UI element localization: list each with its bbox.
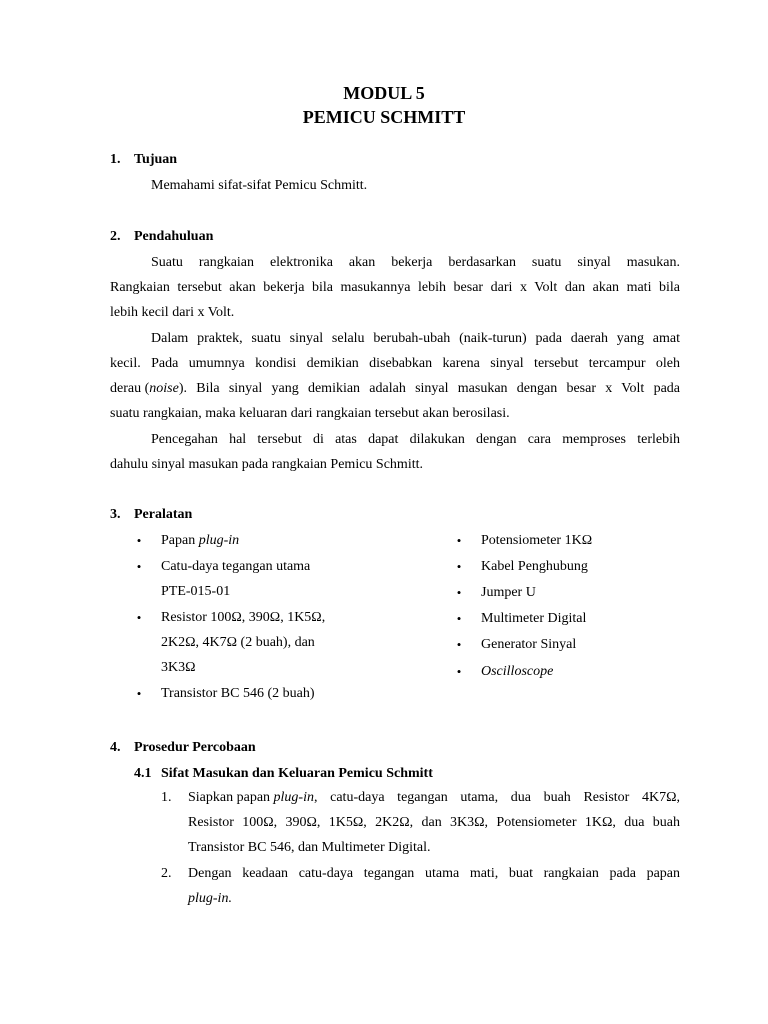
- equipment-item-potentiometer: Potensiometer 1KΩ: [481, 533, 593, 548]
- step-1-line-1-rest: , catu-daya tegangan utama, dua buah Resistor 4K7Ω,: [313, 790, 680, 805]
- step-1-line-1: [188, 790, 680, 806]
- module-title: MODUL 5: [343, 83, 425, 103]
- equipment-item-plug-in-board: Papan plug-in: [161, 533, 240, 548]
- subsection-4-1-heading: Sifat Masukan dan Keluaran Pemicu Schmitt: [161, 766, 433, 781]
- bullet-icon: •: [136, 610, 142, 625]
- bullet-icon: •: [136, 686, 142, 701]
- bullet-icon: •: [136, 559, 142, 574]
- step-1-line-1-start: Siapkan papan plug-in: [188, 790, 314, 805]
- paragraph-3-line-1: Pencegahan hal tersebut di atas dapat dilakukan dengan cara memproses terlebih: [151, 432, 680, 447]
- equipment-item-power-supply-model: PTE-015-01: [161, 584, 231, 599]
- section-1-text: Memahami sifat-sifat Pemicu Schmitt.: [151, 178, 368, 193]
- step-1-number: 1.: [161, 790, 172, 805]
- paragraph-2-line-3-start: derau (noise: [110, 381, 179, 396]
- plug-in-term: plug-in: [273, 790, 314, 805]
- bullet-icon: •: [456, 637, 462, 652]
- section-2-heading: Pendahuluan: [134, 229, 214, 244]
- module-subtitle: PEMICU SCHMITT: [302, 107, 466, 127]
- section-4-heading: Prosedur Percobaan: [134, 740, 256, 755]
- step-2-line-2: plug-in.: [188, 891, 232, 906]
- bullet-icon: •: [456, 559, 462, 574]
- equipment-item-oscilloscope: Oscilloscope: [481, 664, 554, 679]
- bullet-icon: •: [456, 533, 462, 548]
- section-1-heading: Tujuan: [134, 152, 178, 167]
- equipment-item-cable: Kabel Penghubung: [481, 559, 588, 574]
- paragraph-1-line-1: Suatu rangkaian elektronika akan bekerja berdasarkan suatu sinyal masukan.: [151, 255, 680, 270]
- equipment-item-power-supply: Catu-daya tegangan utama: [161, 559, 311, 574]
- paragraph-1-line-3: lebih kecil dari x Volt.: [110, 305, 235, 320]
- paragraph-2-line-3-rest: ). Bila sinyal yang demikian adalah sinyal masukan dengan besar x Volt pada: [178, 381, 680, 396]
- paragraph-2-line-4: suatu rangkaian, maka keluaran dari rangkaian tersebut akan berosilasi.: [110, 406, 510, 421]
- step-2-number: 2.: [161, 866, 172, 881]
- paragraph-3-line-2: dahulu sinyal masukan pada rangkaian Pemicu Schmitt.: [110, 457, 423, 472]
- step-1-line-2: Resistor 100Ω, 390Ω, 1K5Ω, 2K2Ω, dan 3K3Ω, Potensiometer 1KΩ, dua buah: [188, 815, 680, 830]
- equipment-item-transistor: Transistor BC 546 (2 buah): [161, 686, 315, 701]
- bullet-icon: •: [456, 611, 462, 626]
- equipment-item-resistors-line-2: 2K2Ω, 4K7Ω (2 buah), dan: [161, 635, 315, 650]
- paragraph-2-line-2: kecil. Pada umumnya kondisi demikian disebabkan karena sinyal tersebut tercampur oleh: [110, 356, 680, 371]
- section-2-number: 2.: [110, 229, 121, 244]
- equipment-item-resistors: Resistor 100Ω, 390Ω, 1K5Ω,: [161, 610, 326, 625]
- section-3-heading: Peralatan: [134, 507, 193, 522]
- step-2-line-1: Dengan keadaan catu-daya tegangan utama mati, buat rangkaian pada papan: [188, 866, 680, 881]
- section-3-number: 3.: [110, 507, 121, 522]
- bullet-icon: •: [136, 533, 142, 548]
- equipment-item-multimeter: Multimeter Digital: [481, 611, 587, 626]
- equipment-item-jumper: Jumper U: [481, 585, 536, 600]
- paragraph-1-line-2: Rangkaian tersebut akan bekerja bila masukannya lebih besar dari x Volt dan akan mati bila: [110, 280, 680, 295]
- bullet-icon: •: [456, 664, 462, 679]
- noise-term: noise: [149, 381, 179, 396]
- equipment-item-resistors-line-3: 3K3Ω: [161, 660, 196, 675]
- paragraph-2-line-1: Dalam praktek, suatu sinyal selalu berubah-ubah (naik-turun) pada daerah yang amat: [151, 331, 680, 346]
- equipment-item-signal-generator: Generator Sinyal: [481, 637, 577, 652]
- section-1-number: 1.: [110, 152, 121, 167]
- bullet-icon: •: [456, 585, 462, 600]
- paragraph-2-line-3: [110, 381, 680, 397]
- section-4-number: 4.: [110, 740, 121, 755]
- step-1-line-3: Transistor BC 546, dan Multimeter Digital.: [188, 840, 431, 855]
- subsection-4-1-number: 4.1: [134, 766, 152, 781]
